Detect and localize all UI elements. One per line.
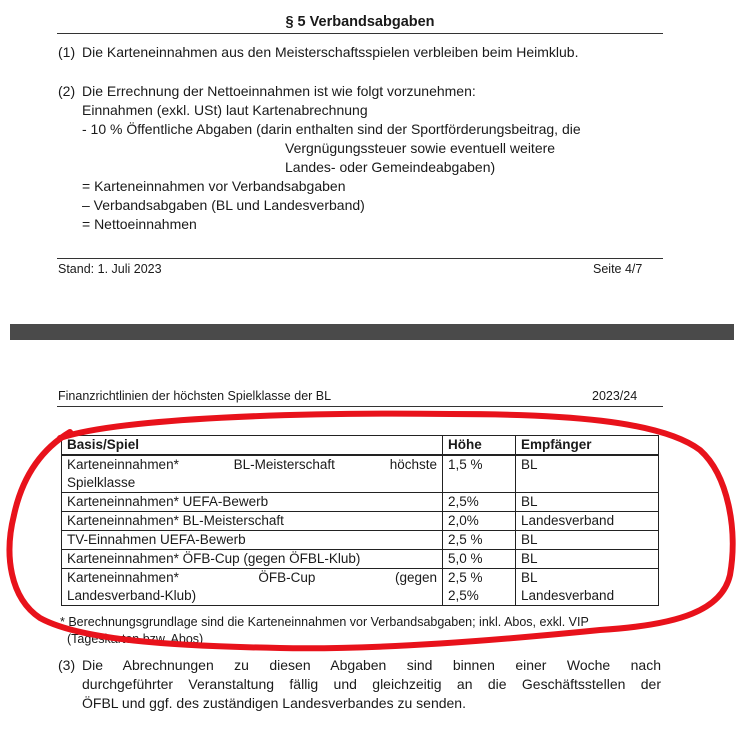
para-3-line-1: Die Abrechnungen zu diesen Abgaben sind binnen einer Woche nach [82, 657, 661, 673]
para-2-number: (2) [58, 83, 76, 99]
para-1-text: Die Karteneinnahmen aus den Meisterschaftsspielen verbleiben beim Heimklub. [82, 44, 579, 60]
cell-basis-part: (gegen [394, 570, 437, 585]
cell-amount-part: 2,5 % [448, 570, 483, 585]
calc-line-4: Landes- oder Gemeindeabgaben) [285, 159, 496, 175]
cell-basis: Karteneinnahmen* UEFA-Bewerb [62, 493, 443, 512]
table-header-row [62, 436, 659, 456]
section-title: § 5 Verbandsabgaben [285, 14, 435, 30]
cell-recipient: Landesverband [516, 512, 659, 531]
para-3-line-3: ÖFBL und ggf. des zuständigen Landesverbandes zu senden. [82, 695, 466, 711]
col-header-recipient: Empfänger [516, 436, 659, 456]
cell-basis: Karteneinnahmen* ÖFB-Cup (gegen ÖFBL-Klub) [62, 550, 443, 569]
cell-amount: 5,0 % [443, 550, 516, 569]
cell-basis-part: Spielklasse [67, 475, 136, 490]
page-separator [10, 324, 734, 340]
calc-line-3: Vergnügungssteuer sowie eventuell weitere [285, 140, 556, 156]
calc-line-1: Einnahmen (exkl. USt) laut Kartenabrechnung [82, 102, 368, 118]
cell-amount: 2,5% [443, 493, 516, 512]
cell-recipient-part: Landesverband [521, 588, 615, 603]
cell-recipient: BL [516, 531, 659, 550]
header-season: 2023/24 [592, 389, 638, 403]
footer-page-number: Seite 4/7 [593, 262, 643, 276]
fees-table [61, 435, 659, 606]
table-row [62, 569, 659, 606]
title-underline [57, 33, 663, 34]
para-1-number: (1) [58, 44, 76, 60]
table-row [62, 512, 659, 531]
col-header-amount: Höhe [443, 436, 516, 456]
cell-recipient [516, 569, 659, 606]
calc-line-6: – Verbandsabgaben (BL und Landesverband) [82, 197, 365, 213]
cell-recipient-part: BL [521, 570, 538, 585]
cell-basis-part: Karteneinnahmen* [67, 570, 179, 585]
para-2-text: Die Errechnung der Nettoeinnahmen ist wie folgt vorzunehmen: [82, 83, 476, 99]
cell-basis: TV-Einnahmen UEFA-Bewerb [62, 531, 443, 550]
calc-line-2: - 10 % Öffentliche Abgaben (darin enthalten sind der Sportförderungsbeitrag, die [82, 121, 581, 137]
cell-recipient: BL [516, 493, 659, 512]
footnote-line-2: (Tageskarten bzw. Abos) [67, 632, 204, 646]
cell-basis-part: BL-Meisterschaft [233, 457, 335, 472]
header-rule [57, 406, 663, 407]
table-row [62, 455, 659, 493]
cell-basis-part: Landesverband-Klub) [67, 588, 197, 603]
cell-recipient: BL [516, 550, 659, 569]
cell-basis-part: ÖFB-Cup [258, 570, 316, 585]
footnote-line-1: * Berechnungsgrundlage sind die Karteneinnahmen vor Verbandsabgaben; inkl. Abos, exkl. VIP [60, 615, 589, 629]
para-3-line-2: durchgeführter Veranstaltung fällig und gleichzeitig an die Geschäftsstellen der [82, 676, 661, 692]
footer-rule [57, 258, 663, 259]
table-row [62, 493, 659, 512]
table-row [62, 531, 659, 550]
cell-basis [62, 455, 443, 493]
cell-basis-part: höchste [389, 457, 437, 472]
cell-amount-part: 2,5% [448, 588, 479, 603]
cell-amount [443, 569, 516, 606]
cell-amount: 2,5 % [443, 531, 516, 550]
para-3-number: (3) [58, 657, 76, 673]
calc-line-7: = Nettoeinnahmen [82, 216, 197, 232]
header-document-title: Finanzrichtlinien der höchsten Spielklasse der BL [58, 389, 332, 403]
cell-recipient: BL [516, 455, 659, 493]
cell-amount: 1,5 % [443, 455, 516, 493]
table-row [62, 550, 659, 569]
calc-line-5: = Karteneinnahmen vor Verbandsabgaben [82, 178, 346, 194]
footer-date: Stand: 1. Juli 2023 [58, 262, 162, 276]
cell-basis: Karteneinnahmen* BL-Meisterschaft [62, 512, 443, 531]
cell-basis [62, 569, 443, 606]
col-header-basis: Basis/Spiel [62, 436, 443, 456]
cell-amount: 2,0% [443, 512, 516, 531]
cell-basis-part: Karteneinnahmen* [67, 457, 179, 472]
